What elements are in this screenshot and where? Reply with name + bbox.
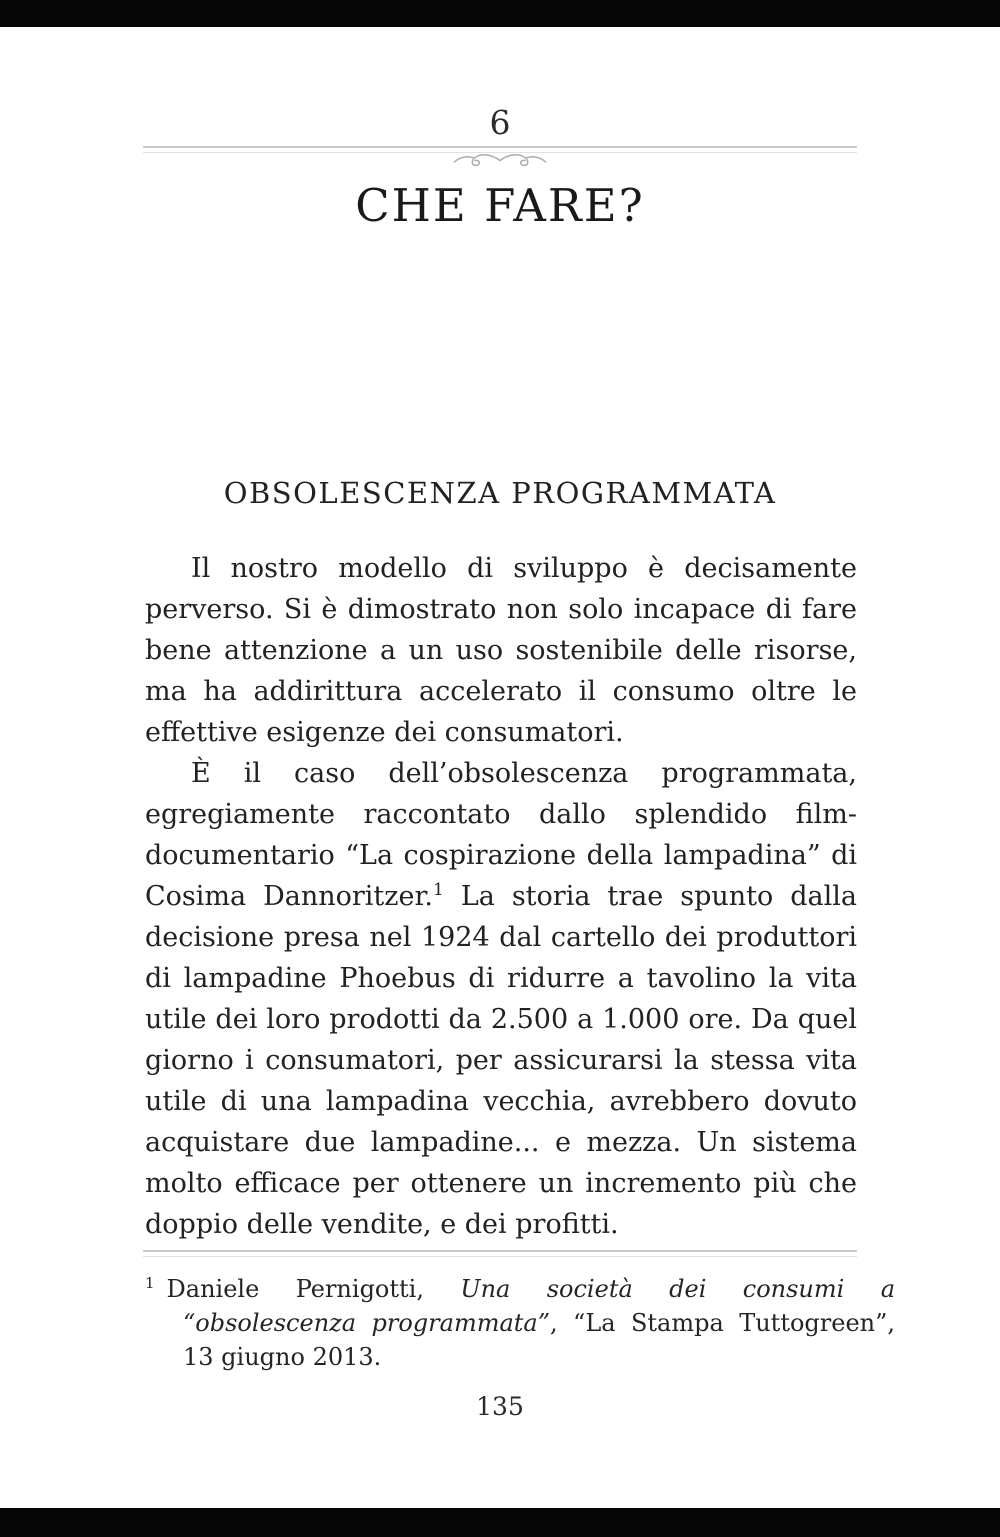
paragraph-2-before-ref: È il caso dell’obsolescenza programmata, egregiamente raccontato dallo splendido film-documentario “La cospirazione della lampadina” di Cosima Dannoritzer. xyxy=(145,758,857,912)
chapter-title: CHE FARE? xyxy=(355,179,645,232)
chapter-number: 6 xyxy=(489,103,511,142)
footnote-marker: 1 xyxy=(145,1274,155,1292)
scan-edge-top xyxy=(0,0,1000,27)
section-heading: OBSOLESCENZA PROGRAMMATA xyxy=(223,476,777,510)
paragraph-2 xyxy=(145,753,857,1245)
flourish-ornament-icon xyxy=(0,151,1000,173)
footnote xyxy=(145,1272,895,1374)
footnote-reference: 1 xyxy=(433,880,444,900)
paragraph-1: Il nostro modello di sviluppo è decisamente perverso. Si è dimostrato non solo incapace di fare bene attenzione a un uso sostenibile delle risorse, ma ha addirittura accelerato il consumo oltre le effettive esigenze dei consumatori. xyxy=(145,553,857,748)
scan-edge-bottom xyxy=(0,1508,1000,1537)
footnote-work-title: Una società dei consumi a “obsolescenza programmata” xyxy=(183,1275,896,1337)
body-text-block xyxy=(145,548,857,1245)
footnote-publication: , “La Stampa Tuttogreen”, 13 giugno 2013. xyxy=(183,1309,896,1371)
footnote-author: Daniele Pernigotti, xyxy=(166,1275,461,1303)
paragraph-2-after-ref: La storia trae spunto dalla decisione presa nel 1924 dal cartello dei produttori di lampadine Phoebus di ridurre a tavolino la vita utile dei loro prodotti da 2.500 a 1.000 ore. Da quel giorno i consumatori, per assicurarsi la stessa vita utile di una lampadina vecchia, avrebbero dovuto acquistare due lampadine... e mezza. Un sistema molto efficace per ottenere un incremento più che doppio delle vendite, e dei profitti. xyxy=(145,881,857,1240)
page-number: 135 xyxy=(476,1392,524,1421)
footnote-divider-rule xyxy=(143,1250,857,1257)
